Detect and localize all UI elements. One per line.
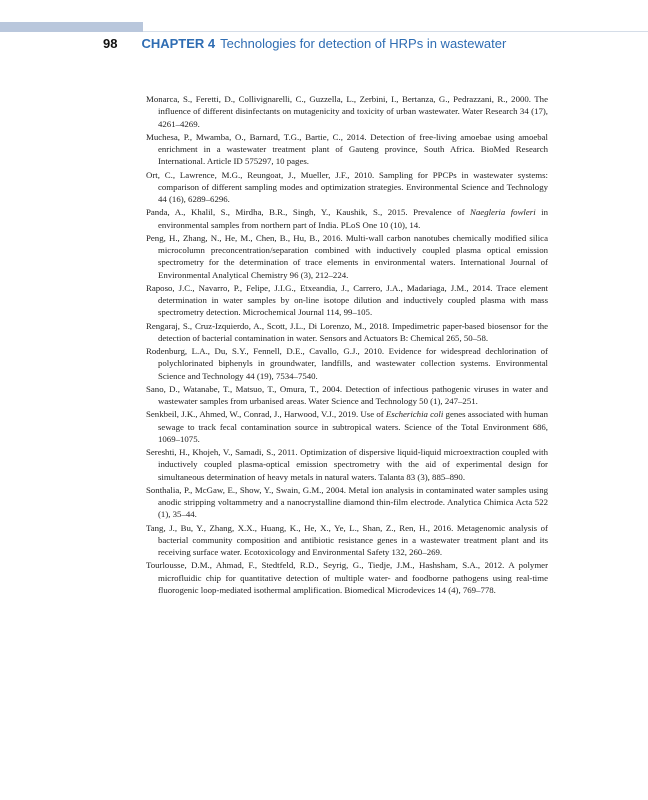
reference-entry: Raposo, J.C., Navarro, P., Felipe, J.I.G., Etxeandia, J., Carrero, J.A., Madariaga, J.M., 2014. Trace element determination in water samples by on-line isotope dilution and inductively coupled plasma with mass spectrometry detection. Microchemical Journal 114, 99–105. bbox=[146, 282, 548, 318]
reference-entry: Sano, D., Watanabe, T., Matsuo, T., Omura, T., 2004. Detection of infectious pathogenic viruses in water and wastewater samples from urbanised areas. Water Science and Technology 50 (1), 247–251. bbox=[146, 383, 548, 406]
page-number: 98 bbox=[103, 36, 118, 51]
reference-entry: Monarca, S., Feretti, D., Collivignarelli, C., Guzzella, L., Zerbini, I., Bertanza, G., Pedrazzani, R., 2000. The influence of different disinfectants on mutagenicity and toxicity of urban wastewater. Water Research 34 (17), 4261–4269. bbox=[146, 94, 548, 129]
chapter-label: CHAPTER 4 bbox=[141, 36, 216, 51]
reference-entry: Peng, H., Zhang, N., He, M., Chen, B., Hu, B., 2016. Multi-wall carbon nanotubes chemically modified silica microcolumn preconcentration/separation combined with inductively coupled plasma optical emission spectrometry for the determination of trace elements in environmental waters. International Journal of Environmental Analytical Chemistry 96 (3), 212–224. bbox=[146, 232, 548, 280]
reference-entry: Tang, J., Bu, Y., Zhang, X.X., Huang, K., He, X., Ye, L., Shan, Z., Ren, H., 2016. Metagenomic analysis of bacterial community composition and antibiotic resistance genes in a wastewater treatment plant and its receiving surface water. Ecotoxicology and Environmental Safety 132, 260–269. bbox=[146, 522, 548, 557]
reference-entry: Tourlousse, D.M., Ahmad, F., Stedtfeld, R.D., Seyrig, G., Tiedje, J.M., Hashsham, S.A., 2012. A polymer microfluidic chip for quantitative detection of multiple water- and foodborne pathogens using real-time fluorogenic loop-mediated isothermal amplification. Biomedical Microdevices 14 (4), 769–778. bbox=[146, 560, 548, 595]
reference-entry: Rengaraj, S., Cruz-Izquierdo, A., Scott, J.L., Di Lorenzo, M., 2018. Impedimetric paper-based biosensor for the detection of bacterial contamination in water. Sensors and Actuators B: Chemical 265, 50–58. bbox=[146, 320, 548, 343]
reference-entry: Rodenburg, L.A., Du, S.Y., Fennell, D.E., Cavallo, G.J., 2010. Evidence for widespread dechlorination of polychlorinated biphenyls in groundwater, landfills, and wastewater collection systems. Environmental Science and Technology 44 (19), 7534–7540. bbox=[146, 346, 548, 381]
reference-entry: Sereshti, H., Khojeh, V., Samadi, S., 2011. Optimization of dispersive liquid-liquid microextraction coupled with inductively coupled plasma-optical emission spectrometry with the aid of experimental design for simultaneous determination of heavy metals in natural waters. Talanta 83 (3), 885–890. bbox=[146, 447, 548, 482]
reference-entry: Muchesa, P., Mwamba, O., Barnard, T.G., Bartie, C., 2014. Detection of free-living amoebae using amoebal enrichment in a wastewater treatment plant of Gauteng province, South Africa. BioMed Research International. Article ID 575297, 10 pages. bbox=[146, 131, 548, 167]
reference-entry: Ort, C., Lawrence, M.G., Reungoat, J., Mueller, J.F., 2010. Sampling for PPCPs in wastewater systems: comparison of different sampling modes and optimization strategies. Environmental Science and Technology 44 (16), 6289–6296. bbox=[146, 169, 548, 204]
header-rule bbox=[143, 31, 648, 32]
running-header bbox=[103, 35, 628, 53]
reference-entry: Panda, A., Khalil, S., Mirdha, B.R., Singh, Y., Kaushik, S., 2015. Prevalence of Naegleria fowleri in environmental samples from northern part of India. PLoS One 10 (10), 14. bbox=[146, 207, 549, 230]
reference-list bbox=[146, 93, 548, 597]
header-accent-bar bbox=[0, 22, 143, 32]
reference-entry: Sonthalia, P., McGaw, E., Show, Y., Swain, G.M., 2004. Metal ion analysis in contaminated water samples using anodic stripping voltammetry and a nanocrystalline diamond thin-film electrode. Analytica Chimica Acta 522 (1), 35–44. bbox=[146, 484, 548, 520]
chapter-title: Technologies for detection of HRPs in wastewater bbox=[220, 36, 507, 51]
reference-entry: Senkbeil, J.K., Ahmed, W., Conrad, J., Harwood, V.J., 2019. Use of Escherichia coli genes associated with human sewage to track fecal contamination source in subtropical waters. Science of the Total Environment 686, 1069–1075. bbox=[146, 409, 548, 444]
